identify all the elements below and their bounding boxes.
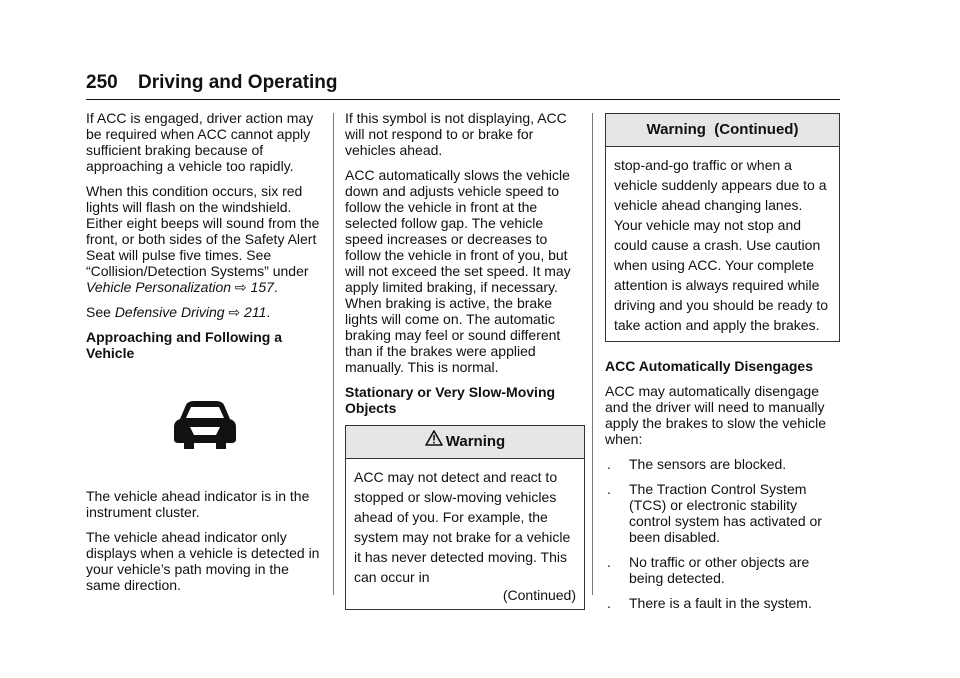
section-title: Driving and Operating [138, 72, 338, 93]
subheading: ACC Automatically Disengages [605, 358, 813, 374]
continued-label: (Continued) [502, 587, 576, 603]
paragraph: See Defensive Driving ⇨ 211. [86, 304, 271, 320]
list-item [605, 595, 840, 611]
warning-title: Warning [445, 433, 506, 450]
column-divider-2 [592, 113, 593, 595]
cross-reference-link[interactable]: Defensive Driving [114, 304, 225, 320]
column-2 [345, 110, 585, 620]
list-item-text: No traffic or other objects are being detected. [629, 554, 810, 586]
paragraph: ACC may automatically disengage and the driver will need to manually apply the brakes to slow the vehicle when: [605, 383, 827, 447]
column-3 [605, 110, 840, 620]
column-divider-1 [333, 113, 334, 595]
page-ref-arrow-icon: ⇨ [234, 279, 247, 295]
paragraph: The vehicle ahead indicator only displays when a vehicle is detected in your vehicle’s path moving in the same direction. [86, 529, 320, 593]
list-item [605, 554, 840, 586]
paragraph: If this symbol is not displaying, ACC will not respond to or brake for vehicles ahead. [345, 110, 567, 158]
list-item-text: The Traction Control System (TCS) or electronic stability control system has activated or been disabled. [629, 481, 822, 545]
column-1 [86, 110, 324, 602]
page-ref-number[interactable]: 157 [250, 279, 274, 295]
paragraph: The vehicle ahead indicator is in the instrument cluster. [86, 488, 310, 520]
page-ref-number[interactable]: 211 [244, 304, 267, 320]
subheading: Approaching and Following a Vehicle [86, 329, 282, 361]
page-ref-arrow-icon: ⇨ [228, 304, 241, 320]
list-item [605, 481, 840, 545]
warning-triangle-icon [425, 426, 443, 458]
bullet-mark: . [607, 481, 611, 497]
warning-header [346, 426, 584, 459]
warning-header: Warning (Continued) [606, 114, 839, 147]
paragraph: If ACC is engaged, driver action may be required when ACC cannot apply sufficient braking because of approaching a vehicle too rapidly. [86, 110, 314, 174]
cross-reference-link[interactable]: Vehicle Personalization [86, 279, 232, 295]
list-item-text: There is a fault in the system. [629, 595, 812, 611]
warning-box-continued [605, 113, 840, 342]
subheading: Stationary or Very Slow-Moving Objects [345, 384, 556, 416]
bullet-mark: . [607, 595, 611, 611]
paragraph: When this condition occurs, six red lights will flash on the windshield. Either eight beeps will sound from the front, or both sides of the Safety Alert Seat will pulse five times. See “Collision/Detection Systems” under Vehicle Personalization ⇨ 157. [86, 183, 320, 295]
bullet-mark: . [607, 456, 611, 472]
warning-text: ACC may not detect and react to stopped or slow-moving vehicles ahead of you. For example, the system may not brake for a vehicle it has never detected moving. This can occur in [354, 469, 571, 585]
page-number: 250 [86, 72, 118, 93]
warning-body: stop-and-go traffic or when a vehicle suddenly appears due to a vehicle ahead changing lanes. Your vehicle may not stop and could cause a crash. Use caution when using ACC. Your complete attention is always required while driving and you should be ready to take action and apply the brakes. [614, 157, 829, 333]
list-item-text: The sensors are blocked. [629, 456, 787, 472]
page-header [86, 72, 840, 100]
list-item [605, 456, 840, 472]
bullet-mark: . [607, 554, 611, 570]
paragraph: ACC automatically slows the vehicle down and adjusts vehicle speed to follow the vehicle in front at the selected follow gap. The vehicle speed increases or decreases to follow the vehicle in front of you, but will not exceed the set speed. It may apply limited braking, if necessary. When braking is active, the brake lights will come on. The automatic braking may feel or sound different than if the brakes were applied manually. This is normal. [345, 167, 571, 375]
vehicle-ahead-indicator-icon [86, 370, 324, 480]
warning-body [346, 459, 584, 609]
warning-box [345, 425, 585, 610]
header-rule [86, 99, 840, 100]
